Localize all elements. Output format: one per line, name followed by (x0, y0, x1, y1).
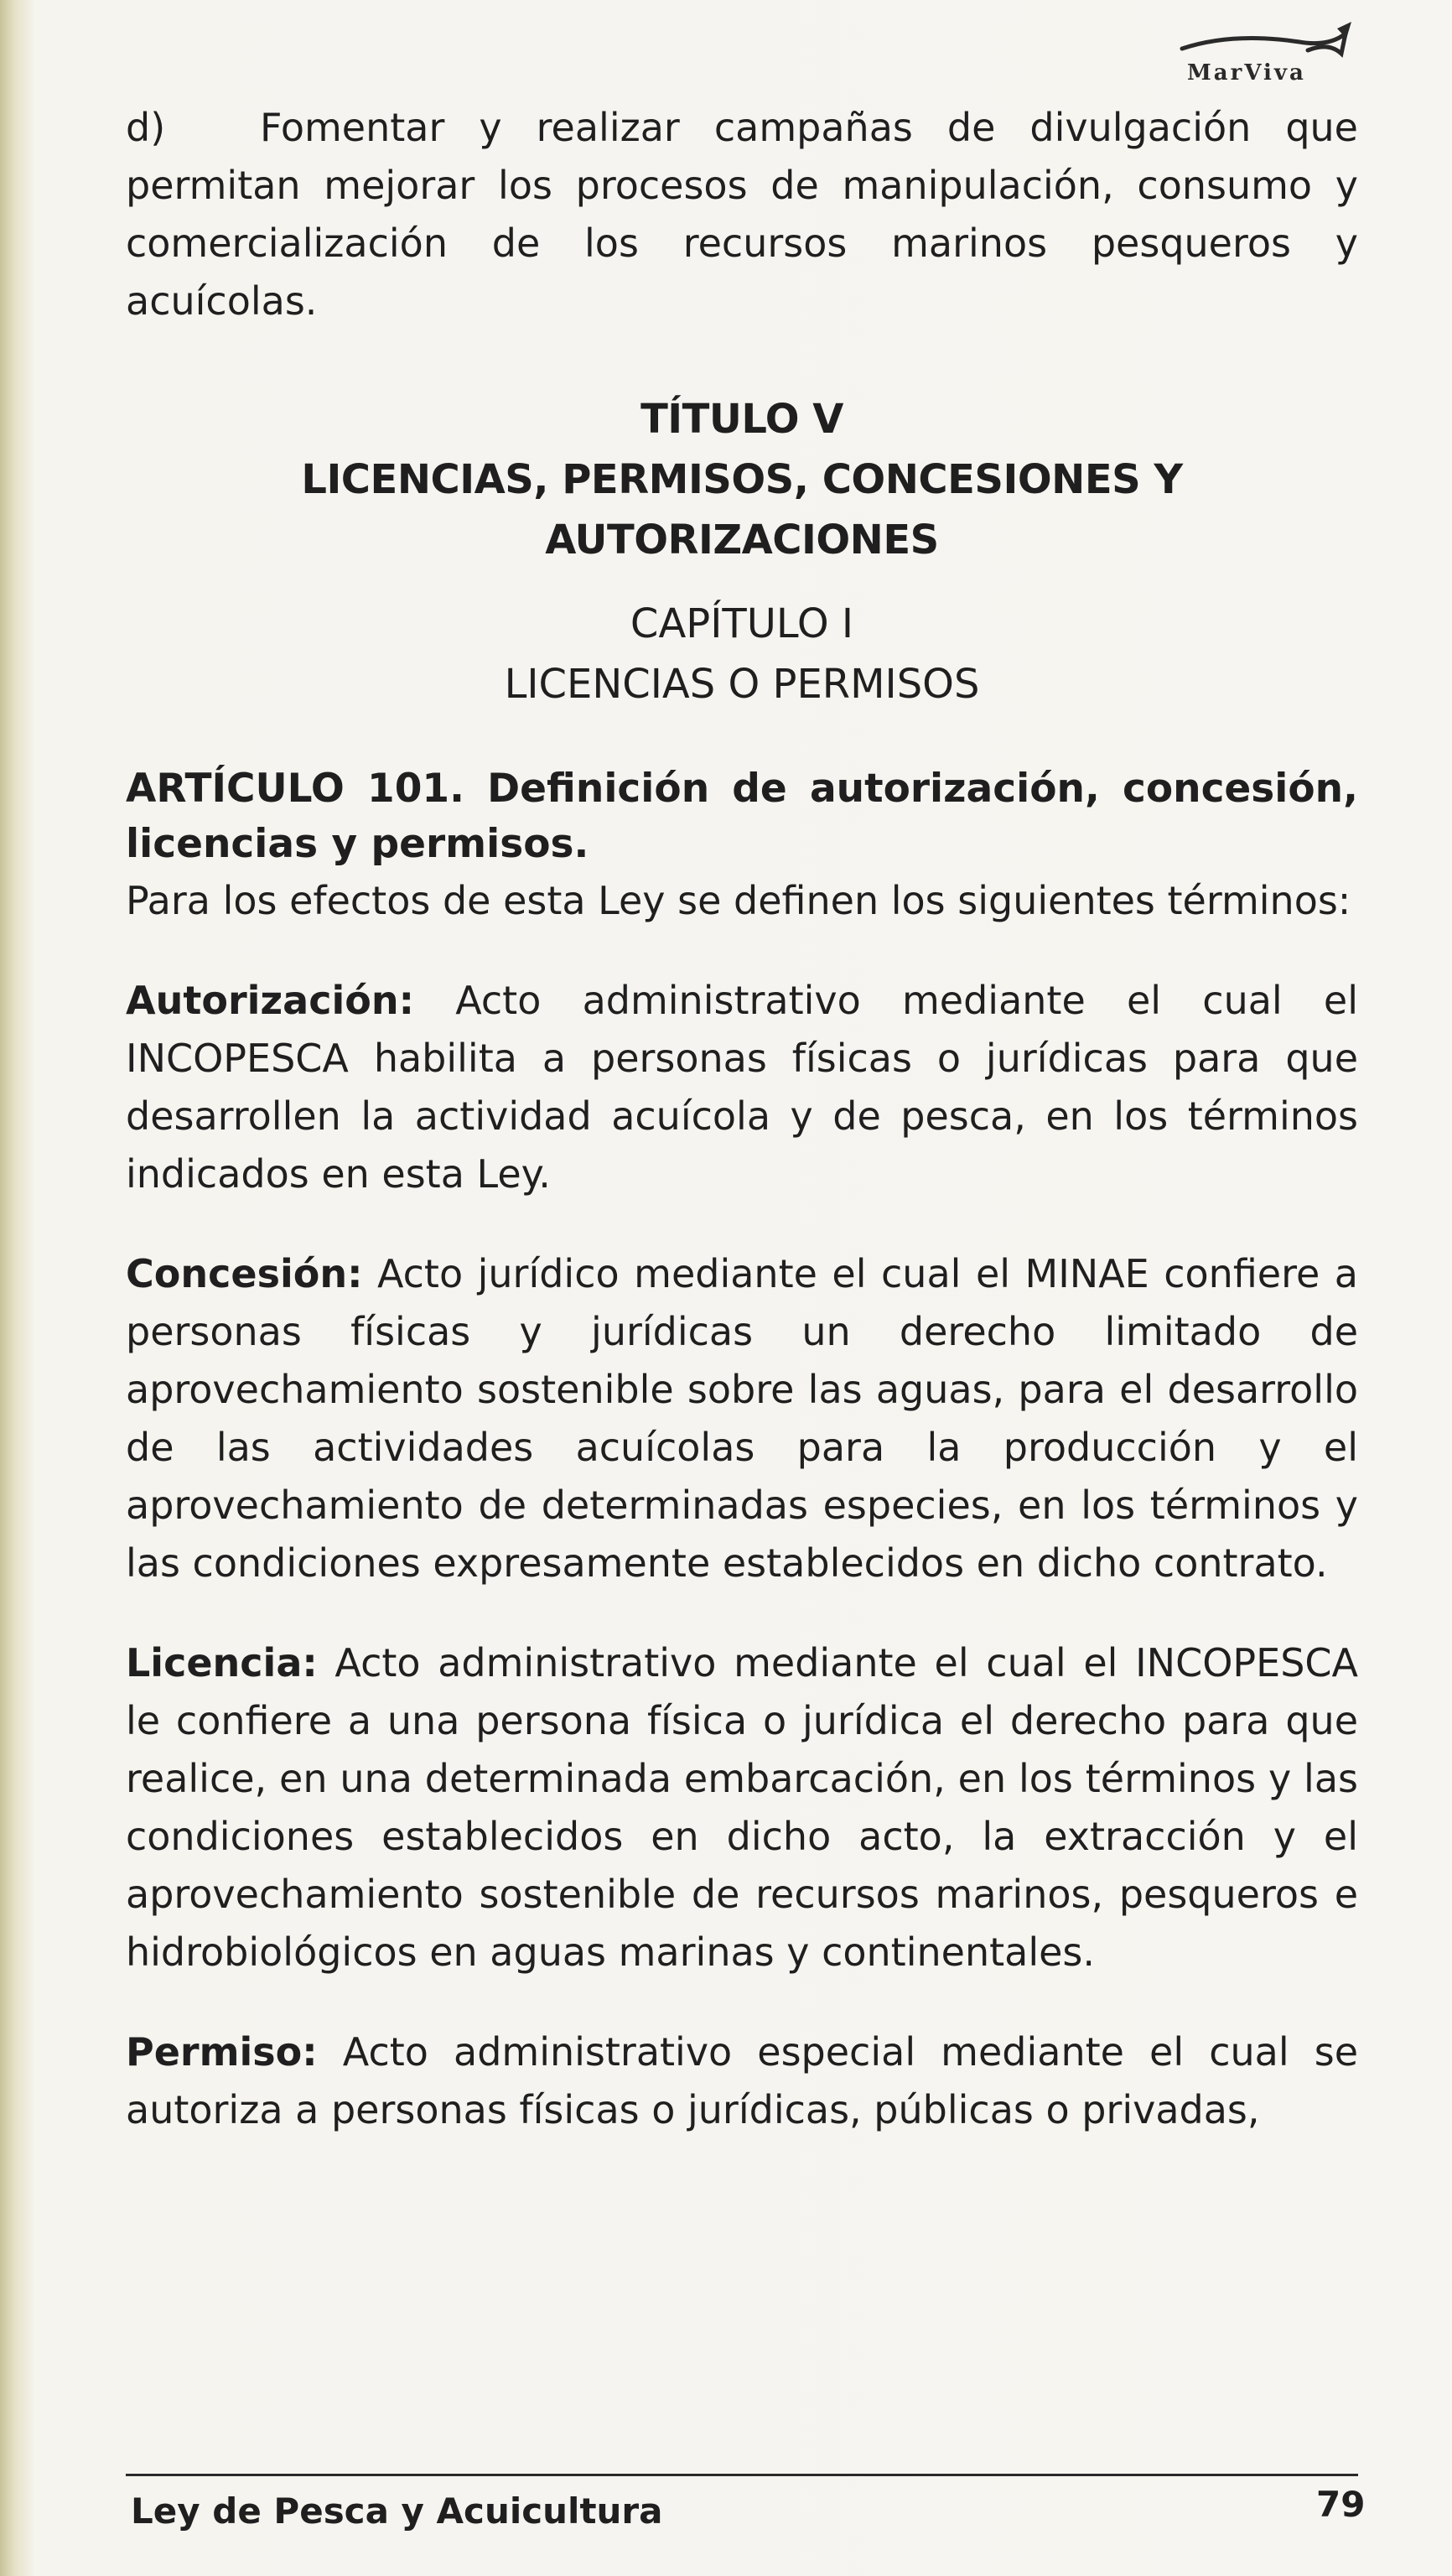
definition-term: Concesión: (126, 1251, 363, 1296)
item-marker: d) (126, 105, 166, 150)
item-text: Fomentar y realizar campañas de divulgación que permitan mejorar los procesos de manipulación, consumo y comercialización de los recursos marinos pesqueros y acuícolas. (126, 105, 1358, 324)
list-item-d (126, 99, 1358, 330)
definition-licencia (126, 1634, 1358, 1981)
definition-text: Acto administrativo mediante el cual el INCOPESCA habilita a personas físicas o jurídicas para que desarrollen la actividad acuícola y de pesca, en los términos indicados en esta Ley. (126, 978, 1358, 1197)
definition-permiso (126, 2023, 1358, 2139)
definition-term: Autorización: (126, 978, 414, 1023)
definition-autorizacion (126, 972, 1358, 1203)
chapter-name: LICENCIAS O PERMISOS (504, 661, 980, 708)
chapter-label: CAPÍTULO I (630, 600, 854, 647)
definition-term: Licencia: (126, 1640, 318, 1685)
page-number: 79 (1316, 2484, 1366, 2525)
definition-concesion (126, 1245, 1358, 1592)
marviva-logo (1174, 17, 1366, 92)
footer-book-title: Ley de Pesca y Acuicultura (131, 2490, 663, 2532)
definition-term: Permiso: (126, 2029, 318, 2075)
title-label: TÍTULO V (640, 396, 843, 443)
footer-divider (126, 2474, 1358, 2476)
definition-text: Acto jurídico mediante el cual el MINAE confiere a personas físicas y jurídicas un derecho limitado de aprovechamiento sostenible sobre las aguas, para el desarrollo de las actividades acuícolas para la producción y el aprovechamiento de determinadas especies, en los términos y las condiciones expresamente establecidos en dicho contrato. (126, 1251, 1358, 1586)
logo-text: MarViva (1187, 60, 1306, 86)
definition-text: Acto administrativo mediante el cual el INCOPESCA le confiere a una persona física o jurídica el derecho para que realice, en una determinada embarcación, en los términos y las condiciones establecidos en dicho acto, la extracción y el aprovechamiento sostenible de recursos marinos, pesqueros e hidrobiológicos en aguas marinas y continentales. (126, 1640, 1358, 1975)
title-name: LICENCIAS, PERMISOS, CONCESIONES Y AUTORIZACIONES (301, 456, 1183, 564)
page-content (126, 99, 1358, 2139)
definition-text: Acto administrativo especial mediante el cual se autoriza a personas físicas o jurídicas, públicas o privadas, (126, 2029, 1358, 2132)
fish-wave-icon (1174, 17, 1366, 67)
article-heading: ARTÍCULO 101. Definición de autorización, concesión, licencias y permisos. (126, 766, 1358, 867)
article-intro: Para los efectos de esta Ley se definen los siguientes términos: (126, 878, 1351, 923)
